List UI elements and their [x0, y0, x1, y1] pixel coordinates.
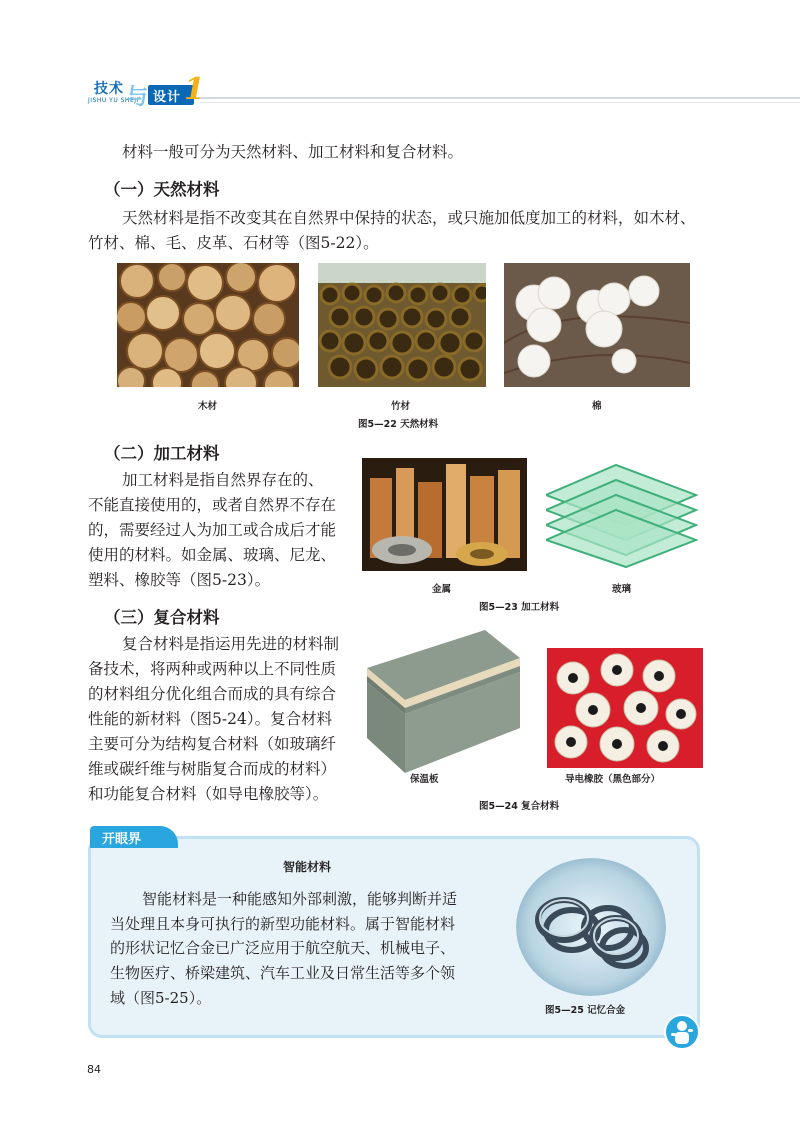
brand-sheji: 设计: [153, 90, 182, 105]
conductive-rubber-photo: [547, 648, 703, 768]
section2-line: 的，需要经过人为加工或合成后才能: [88, 521, 337, 539]
brand-number: 1: [184, 72, 205, 107]
callout-title: 智能材料: [283, 860, 332, 874]
bamboo-photo: [318, 263, 486, 387]
section3-line: 的材料组分优化组合而成的具有综合: [88, 685, 337, 703]
glass-photo: [546, 455, 702, 570]
mascot-icon: [664, 1014, 700, 1050]
photo-label: 玻璃: [612, 584, 632, 595]
insulation-board-photo: [365, 628, 522, 773]
intro-paragraph: 材料一般可分为天然材料、加工材料和复合材料。: [122, 143, 464, 161]
section2-line: 不能直接使用的，或者自然界不存在: [88, 496, 337, 514]
figure-caption: 图5—23 加工材料: [479, 602, 560, 613]
section3-line: 备技术，将两种或两种以上不同性质: [88, 660, 337, 678]
header-rule: [200, 97, 800, 99]
wood-photo: [117, 263, 299, 387]
page-number: 84: [87, 1063, 101, 1076]
photo-label: 金属: [432, 584, 452, 595]
section3-line: 和功能复合材料（如导电橡胶等）。: [88, 785, 329, 803]
brand-jishu: 技术: [94, 81, 124, 97]
callout-line: 的形状记忆合金已广泛应用于航空航天、机械电子、: [110, 939, 456, 958]
section1-line: 竹材、棉、毛、皮革、石材等（图5-22）。: [88, 234, 379, 252]
photo-label: 棉: [592, 401, 602, 412]
photo-label: 保温板: [410, 774, 439, 785]
brand-pinyin: JISHU YU SHEJI: [88, 97, 139, 104]
section3-line: 性能的新材料（图5-24）。复合材料: [88, 710, 333, 728]
brand-connector-icon: 与: [126, 85, 149, 110]
memory-alloc-photo: [516, 858, 666, 996]
section3-line: 维或碳纤维与树脂复合而成的材料）: [88, 760, 337, 778]
photo-label: 竹材: [391, 401, 411, 412]
section-heading-natural: （一）天然材料: [104, 180, 220, 199]
section3-line: 复合材料是指运用先进的材料制: [122, 635, 340, 653]
section3-line: 主要可分为结构复合材料（如玻璃纤: [88, 735, 337, 753]
photo-label: 木材: [198, 401, 218, 412]
section2-line: 塑料、橡胶等（图5-23）。: [88, 571, 271, 589]
figure-caption: 图5—22 天然材料: [358, 419, 439, 430]
callout-line: 当处理且本身可执行的新型功能材料。属于智能材料: [110, 914, 456, 933]
callout-line: 智能材料是一种能感知外部刺激，能够判断并适: [142, 890, 458, 908]
metal-photo: [362, 458, 527, 571]
section2-line: 使用的材料。如金属、玻璃、尼龙、: [88, 546, 337, 564]
section2-line: 加工材料是指自然界存在的、: [122, 471, 324, 489]
callout-body: [110, 887, 505, 1011]
section-heading-processed: （二）加工材料: [104, 444, 220, 463]
header-rule-secondary: [200, 102, 800, 103]
cotton-photo: [504, 263, 690, 387]
photo-label: 导电橡胶（黑色部分）: [565, 774, 661, 785]
figure-caption: 图5—24 复合材料: [479, 801, 560, 812]
section-heading-composite: （三）复合材料: [104, 608, 220, 627]
section1-line: 天然材料是指不改变其在自然界中保持的状态，或只施加低度加工的材料，如木材、: [122, 209, 696, 227]
callout-tab-label: 开眼界: [102, 832, 142, 847]
figure-caption: 图5—25 记忆合金: [545, 1005, 626, 1016]
callout-line: 生物医疗、桥梁建筑、汽车工业及日常生活等多个领: [110, 964, 456, 983]
callout-line: 域（图5-25）。: [110, 988, 212, 1007]
